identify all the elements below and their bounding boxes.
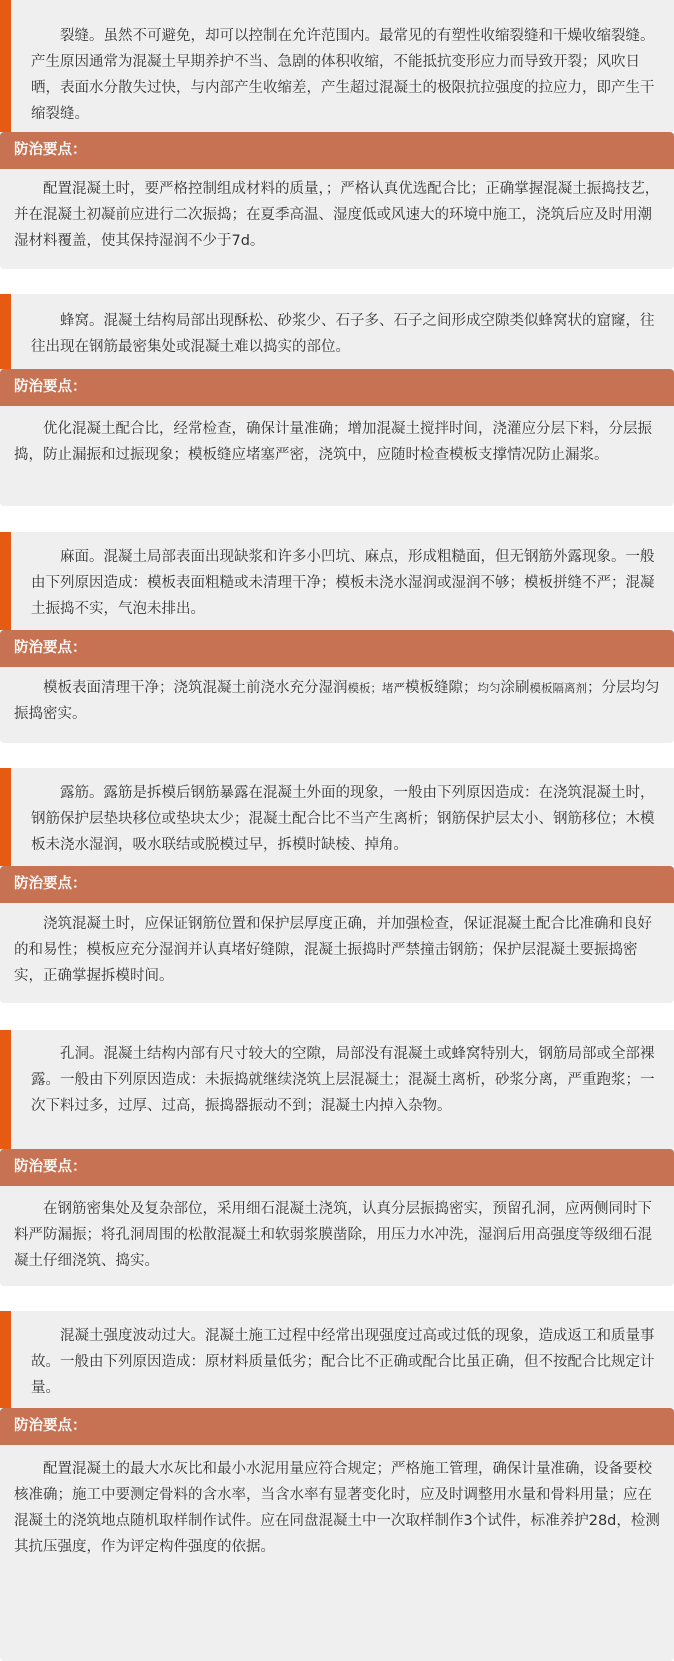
defect-description bbox=[0, 294, 674, 369]
prevention-heading: 防治要点： bbox=[0, 369, 674, 406]
prevention-measures-text: 模板表面清理干净；浇筑混凝土前浇水充分湿润模板；堵严模板缝隙；均匀涂刷模板隔离剂；分层均匀振捣密实。 bbox=[14, 680, 660, 722]
prevention-measures bbox=[0, 1186, 674, 1286]
prevention-measures-text: 在钢筋密集处及复杂部位，采用细石混凝土浇筑，认真分层振捣密实，预留孔洞，应两侧同时下料严防漏振；将孔洞周围的松散混凝土和软弱浆膜凿除，用压力水冲洗，湿润后用高强度等级细石混凝土仔细浇筑、捣实。 bbox=[14, 1201, 652, 1269]
defect-description bbox=[0, 1311, 674, 1408]
defect-section-pitted-surface bbox=[0, 532, 674, 743]
defect-description bbox=[0, 1030, 674, 1149]
prevention-heading: 防治要点： bbox=[0, 1149, 674, 1186]
defect-description bbox=[0, 0, 674, 132]
prevention-measures-text: 优化混凝土配合比，经常检查，确保计量准确；增加混凝土搅拌时间，浇灌应分层下料，分层振捣，防止漏振和过振现象；模板缝应堵塞严密，浇筑中，应随时检查模板支撑情况防止漏浆。 bbox=[14, 421, 652, 463]
prevention-measures bbox=[0, 667, 674, 743]
prevention-measures-text: 配置混凝土时，要严格控制组成材料的质量，；严格认真优选配合比；正确掌握混凝土振捣技艺，并在混凝土初凝前应进行二次振捣；在夏季高温、湿度低或风速大的环境中施工，浇筑后应及时用潮湿材料覆盖，使其保持湿润不少于7d。 bbox=[14, 181, 660, 249]
prevention-measures bbox=[0, 1445, 674, 1661]
prevention-measures bbox=[0, 903, 674, 1003]
prevention-measures bbox=[0, 406, 674, 506]
defect-section-holes bbox=[0, 1030, 674, 1286]
prevention-measures bbox=[0, 169, 674, 269]
prevention-heading: 防治要点： bbox=[0, 132, 674, 169]
defect-description-text: 裂缝。虽然不可避免，却可以控制在允许范围内。最常见的有塑性收缩裂缝和干燥收缩裂缝。产生原因通常为混凝土早期养护不当、急剧的体积收缩，不能抵抗变形应力而导致开裂；风吹日晒，表面水分散失过快，与内部产生收缩差，产生超过混凝土的极限抗拉强度的拉应力，即产生干缩裂缝。 bbox=[31, 28, 655, 122]
defect-description-text: 麻面。混凝土局部表面出现缺浆和许多小凹坑、麻点，形成粗糙面，但无钢筋外露现象。一般由下列原因造成：模板表面粗糙或未清理干净；模板未浇水湿润或湿润不够；模板拼缝不严；混凝土振捣不实，气泡未排出。 bbox=[31, 549, 655, 617]
defect-description bbox=[0, 768, 674, 866]
defect-description bbox=[0, 532, 674, 630]
defect-description-text: 孔洞。混凝土结构内部有尺寸较大的空隙，局部没有混凝土或蜂窝特别大，钢筋局部或全部裸露。一般由下列原因造成：未振捣就继续浇筑上层混凝土；混凝土离析，砂浆分离，严重跑浆；一次下料过多，过厚、过高，振捣器振动不到；混凝土内掉入杂物。 bbox=[31, 1046, 655, 1114]
defect-description-text: 露筋。露筋是拆模后钢筋暴露在混凝土外面的现象，一般由下列原因造成：在浇筑混凝土时，钢筋保护层垫块移位或垫块太少；混凝土配合比不当产生离析；钢筋保护层太小、钢筋移位；木模板未浇水湿润，吸水联结或脱模过早，拆模时缺棱、掉角。 bbox=[31, 785, 655, 853]
defect-section-cracks bbox=[0, 0, 674, 269]
prevention-measures-text: 浇筑混凝土时，应保证钢筋位置和保护层厚度正确，并加强检查，保证混凝土配合比准确和良好的和易性；模板应充分湿润并认真堵好缝隙，混凝土振捣时严禁撞击钢筋；保护层混凝土要振捣密实，正确掌握拆模时间。 bbox=[14, 916, 652, 984]
prevention-heading: 防治要点： bbox=[0, 866, 674, 903]
defect-section-strength-fluctuation bbox=[0, 1311, 674, 1661]
prevention-heading: 防治要点： bbox=[0, 630, 674, 667]
defect-description-text: 蜂窝。混凝土结构局部出现酥松、砂浆少、石子多、石子之间形成空隙类似蜂窝状的窟窿，往往出现在钢筋最密集处或混凝土难以捣实的部位。 bbox=[31, 313, 655, 355]
prevention-heading: 防治要点： bbox=[0, 1408, 674, 1445]
defect-section-exposed-rebar bbox=[0, 768, 674, 1003]
defect-description-text: 混凝土强度波动过大。混凝土施工过程中经常出现强度过高或过低的现象，造成返工和质量事故。一般由下列原因造成：原材料质量低劣；配合比不正确或配合比虽正确，但不按配合比规定计量。 bbox=[31, 1328, 655, 1396]
defect-section-honeycomb bbox=[0, 294, 674, 506]
prevention-measures-text: 配置混凝土的最大水灰比和最小水泥用量应符合规定；严格施工管理，确保计量准确，设备要校核准确；施工中要测定骨料的含水率，当含水率有显著变化时，应及时调整用水量和骨料用量；应在混凝土的浇筑地点随机取样制作试件。应在同盘混凝土中一次取样制作3个试件，标准养护28d，检测其抗压强度，作为评定构件强度的依据。 bbox=[14, 1461, 660, 1555]
